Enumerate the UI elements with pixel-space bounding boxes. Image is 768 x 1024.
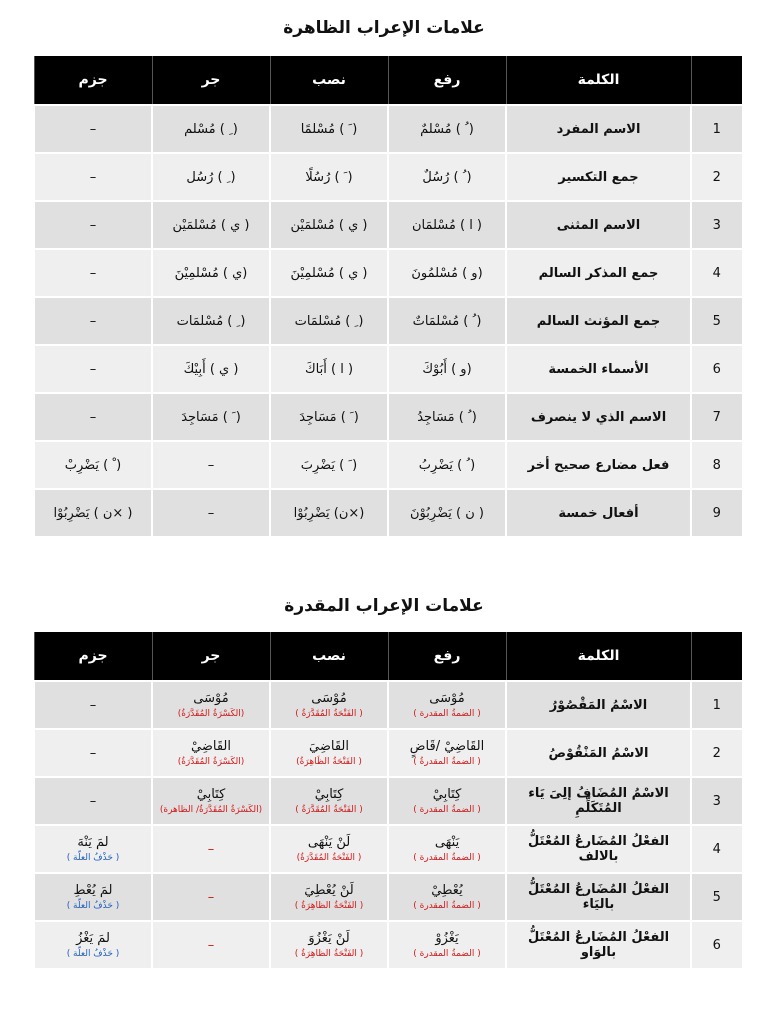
jazm-value: – [89, 697, 97, 713]
raf-cell [388, 681, 506, 729]
header-nasb: نصب [270, 56, 388, 105]
jar-cell: ( ِ ) مُسْلمَات [152, 297, 270, 345]
row-number: 3 [691, 777, 742, 825]
nasb-note: ( الفَتْحَةُ الظَاهِرَةُ) [296, 757, 362, 767]
jazm-cell: ( ْ ) يَضْرِبْ [34, 441, 152, 489]
header-raf: رفع [388, 632, 506, 681]
header-jar: جر [152, 632, 270, 681]
table-row [34, 297, 742, 345]
nasb-cell: ( ِ ) مُسْلمَات [270, 297, 388, 345]
jar-cell: ( َ ) مَسَاجِدَ [152, 393, 270, 441]
raf-cell [388, 729, 506, 777]
nasb-note: ( الفَتْحَةُ المُقَدَّرَةُ) [296, 853, 362, 863]
header-raf: رفع [388, 56, 506, 105]
jar-note: (الكَسْرَةُ المُقَدَّرَةُ) [177, 709, 245, 719]
jazm-note: ( حَذْفُ العلّة ) [66, 949, 120, 959]
row-number: 8 [691, 441, 742, 489]
jar-cell [152, 729, 270, 777]
jazm-cell [34, 921, 152, 968]
table-header-row [34, 56, 742, 105]
word-cell: الاسْمُ المَنْقُوْصُ [506, 729, 691, 777]
word-cell: الفعْلُ المُضَارعُ المُعْتَلُّ باليَاء [506, 873, 691, 921]
raf-note: ( الضمةُ المقدرةُ ) [413, 757, 481, 767]
jazm-cell: – [34, 153, 152, 201]
raf-value: مُوْسَى [429, 691, 465, 706]
jazm-note: ( حَذْفُ العلّة ) [66, 901, 120, 911]
raf-note: ( الضمةُ المقدرة ) [413, 949, 481, 959]
raf-cell: ( ُ ) رُسُلٌ [388, 153, 506, 201]
word-cell: الاسم المفرد [506, 105, 691, 153]
nasb-cell: ( َ ) يَضْرِبَ [270, 441, 388, 489]
jar-value: – [207, 889, 215, 905]
jazm-value: – [89, 793, 97, 809]
jar-value: كِتَابِيْ [196, 787, 226, 802]
header-jazm: جزم [34, 632, 152, 681]
raf-note: ( الضمةُ المقدرة ) [413, 805, 481, 815]
jar-cell: – [152, 441, 270, 489]
word-cell: الاسم المثنى [506, 201, 691, 249]
raf-cell [388, 921, 506, 968]
jazm-cell: – [34, 249, 152, 297]
jar-cell [152, 681, 270, 729]
word-cell: الاسْمُ المُضَافُ إلِىَ يَاء المُتَكَلِّمِ [506, 777, 691, 825]
raf-note: ( الضمةُ المقدرة ) [413, 709, 481, 719]
row-number: 6 [691, 921, 742, 968]
word-cell: فعل مضارع صحيح أخر [506, 441, 691, 489]
row-number: 6 [691, 345, 742, 393]
nasb-cell: ( ي ) مُسْلمِيْنَ [270, 249, 388, 297]
word-cell: الفعْلُ المُضَارعُ المُعْتَلُّ بالوَاو [506, 921, 691, 968]
word-cell: جمع المؤنث السالم [506, 297, 691, 345]
row-number: 9 [691, 489, 742, 536]
raf-cell: ( ا ) مُسْلمَان [388, 201, 506, 249]
raf-note: ( الضمةُ المقدرة ) [413, 901, 481, 911]
word-cell: الأسماء الخمسة [506, 345, 691, 393]
word-cell: أفعال خمسة [506, 489, 691, 536]
header-word: الكلمة [506, 632, 691, 681]
nasb-cell [270, 729, 388, 777]
nasb-value: لَنْ يُعْطِيَ [304, 883, 354, 898]
nasb-cell [270, 777, 388, 825]
raf-value: كِتَابِيْ [432, 787, 462, 802]
nasb-value: لَنْ يَغْزُوَ [308, 931, 350, 946]
word-cell: جمع التكسير [506, 153, 691, 201]
nasb-cell: ( ا ) أَبَاكَ [270, 345, 388, 393]
jazm-cell: – [34, 297, 152, 345]
jazm-note: ( حَذْفُ العلّة ) [66, 853, 120, 863]
table-row [34, 153, 742, 201]
table-row [34, 825, 742, 873]
jar-cell: ( ي ) أَبِيْكَ [152, 345, 270, 393]
raf-cell: ( ن ) يَضْرِبُوْنَ [388, 489, 506, 536]
raf-cell: ( ُ ) مُسْلمٌ [388, 105, 506, 153]
table-row [34, 441, 742, 489]
jar-cell [152, 777, 270, 825]
jazm-value: لمَ يَنْهَ [77, 835, 109, 850]
table-row [34, 921, 742, 968]
jar-cell: ( ِ ) رُسُل [152, 153, 270, 201]
jazm-cell: – [34, 345, 152, 393]
nasb-cell [270, 681, 388, 729]
jar-cell: ( ي ) مُسْلمَيْن [152, 201, 270, 249]
jazm-value: لمَ يَغْزُ [76, 931, 110, 946]
nasb-note: ( الفَتْحَةُ الظاهِرَةُ ) [294, 901, 364, 911]
jazm-cell [34, 777, 152, 825]
jar-note: (الكَسْرَةُ المُقَدَّرَةُ) [177, 757, 245, 767]
jar-value: – [207, 841, 215, 857]
jazm-cell [34, 681, 152, 729]
header-jar: جر [152, 56, 270, 105]
jazm-value: لمَ يُعْطِ [73, 883, 113, 898]
table-row [34, 729, 742, 777]
table1-title: علامات الإعراب الظاهرة [283, 18, 485, 38]
header-nasb: نصب [270, 632, 388, 681]
row-number: 5 [691, 297, 742, 345]
raf-note: ( الضمةُ المقدرة ) [413, 853, 481, 863]
raf-value: يُعْطِيْ [431, 883, 463, 898]
jar-cell [152, 921, 270, 968]
jar-note: (الكَسْرَةُ المُقَدَّرَةُ/ الظاهرة) [159, 805, 263, 815]
table-row [34, 249, 742, 297]
nasb-note: ( الفَتْحَةُ المُقَدَّرَةُ ) [295, 709, 363, 719]
nasb-cell: ( َ ) مَسَاجِدَ [270, 393, 388, 441]
jazm-cell: – [34, 105, 152, 153]
table2-title: علامات الإعراب المقدرة [284, 596, 484, 616]
nasb-note: ( الفَتْحَةُ المُقَدَّرَةُ ) [295, 805, 363, 815]
jar-cell: ( ِ ) مُسْلم [152, 105, 270, 153]
raf-cell [388, 825, 506, 873]
nasb-cell: ( ي ) مُسْلمَيْن [270, 201, 388, 249]
raf-cell [388, 873, 506, 921]
raf-cell: (و ) مُسْلمُونَ [388, 249, 506, 297]
table-header-row [34, 632, 742, 681]
nasb-cell [270, 873, 388, 921]
row-number: 4 [691, 825, 742, 873]
row-number: 1 [691, 681, 742, 729]
nasb-cell [270, 825, 388, 873]
nasb-cell [270, 921, 388, 968]
raf-cell: (و ) أَبُوْكَ [388, 345, 506, 393]
nasb-value: القَاضِيَ [309, 739, 349, 754]
row-number: 1 [691, 105, 742, 153]
raf-cell: ( ُ ) يَضْرِبُ [388, 441, 506, 489]
jazm-cell [34, 873, 152, 921]
jazm-cell: – [34, 393, 152, 441]
header-jazm: جزم [34, 56, 152, 105]
header-num [691, 632, 742, 681]
word-cell: الاسْمُ المَقْصُوْرُ [506, 681, 691, 729]
word-cell: الاسم الذي لا ينصرف [506, 393, 691, 441]
jar-cell: (ي ) مُسْلمِيْنَ [152, 249, 270, 297]
nasb-cell: (×ن) يَضْرِبُوْا [270, 489, 388, 536]
table-row [34, 201, 742, 249]
nasb-value: كِتَابِيْ [314, 787, 344, 802]
raf-value: يَغْزُوْ [435, 931, 459, 946]
table-row [34, 777, 742, 825]
jar-cell [152, 825, 270, 873]
row-number: 2 [691, 729, 742, 777]
table-row [34, 105, 742, 153]
row-number: 5 [691, 873, 742, 921]
raf-value: القَاضِيْ /قَاضٍ [409, 739, 485, 754]
jazm-cell: ( ×ن ) يَضْرِبُوْا [34, 489, 152, 536]
row-number: 4 [691, 249, 742, 297]
jazm-cell [34, 825, 152, 873]
visible-markers-table [33, 56, 742, 536]
header-word: الكلمة [506, 56, 691, 105]
jar-value: مُوْسَى [193, 691, 229, 706]
nasb-cell: ( َ ) رُسُلًا [270, 153, 388, 201]
header-num [691, 56, 742, 105]
jar-cell [152, 873, 270, 921]
nasb-note: ( الفَتْحَةُ الظاهِرَةُ ) [294, 949, 364, 959]
jazm-value: – [89, 745, 97, 761]
table-row [34, 345, 742, 393]
jar-value: – [207, 937, 215, 953]
nasb-value: لَنْ يَنْهَى [307, 835, 351, 850]
jazm-cell: – [34, 201, 152, 249]
row-number: 2 [691, 153, 742, 201]
table-row [34, 681, 742, 729]
jar-cell: – [152, 489, 270, 536]
raf-cell: ( ُ ) مُسْلمَاتٌ [388, 297, 506, 345]
table-row [34, 489, 742, 536]
raf-cell [388, 777, 506, 825]
word-cell: جمع المذكر السالم [506, 249, 691, 297]
raf-value: يَنْهَى [434, 835, 460, 850]
jar-value: القَاضِيْ [191, 739, 231, 754]
row-number: 3 [691, 201, 742, 249]
table-row [34, 393, 742, 441]
jazm-cell [34, 729, 152, 777]
row-number: 7 [691, 393, 742, 441]
estimated-markers-table [33, 632, 742, 968]
word-cell: الفعْلُ المُضَارعُ المُعْتَلُّ بالالف [506, 825, 691, 873]
table-row [34, 873, 742, 921]
nasb-cell: ( َ ) مُسْلمًا [270, 105, 388, 153]
raf-cell: ( ُ ) مَسَاجِدُ [388, 393, 506, 441]
nasb-value: مُوْسَى [311, 691, 347, 706]
